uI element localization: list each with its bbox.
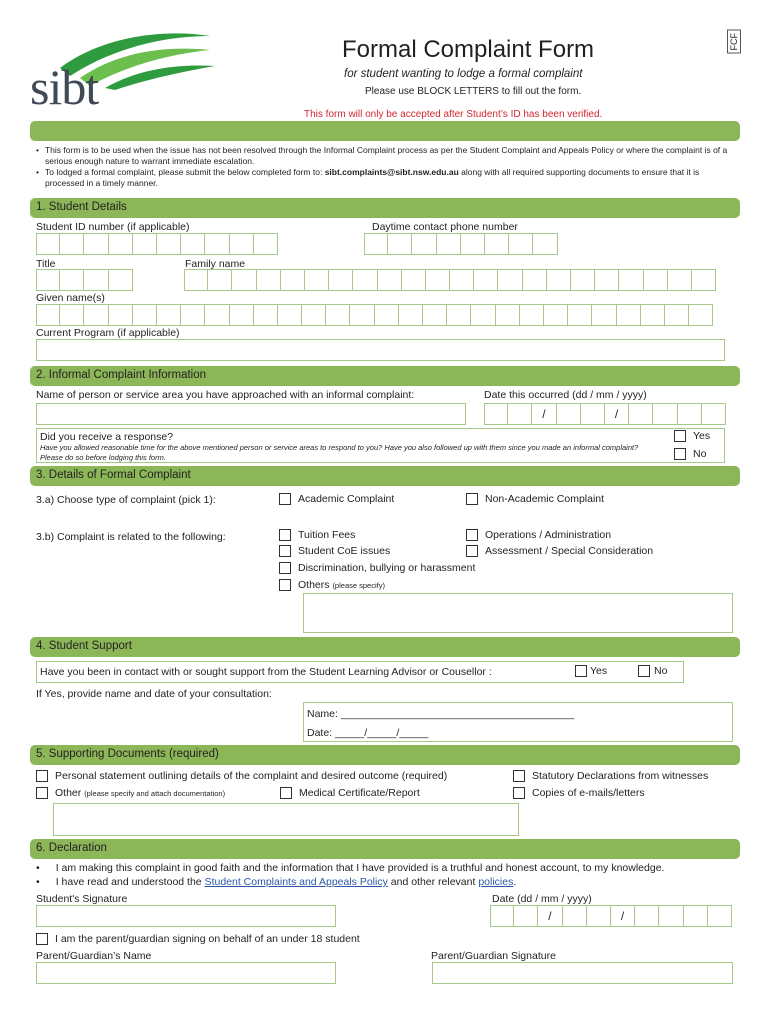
coe-label: Student CoE issues [298, 545, 391, 557]
response-yes-label: Yes [693, 430, 711, 442]
complaint-type-question: 3.a) Choose type of complaint (pick 1): [36, 494, 216, 506]
date-slash: / [611, 905, 635, 927]
phone-label: Daytime contact phone number [372, 221, 518, 233]
other-docs-label: Other [55, 787, 82, 799]
discrimination-label: Discrimination, bullying or harassment [298, 562, 476, 574]
statutory-checkbox[interactable] [513, 770, 525, 782]
block-letters-instruction: Please use BLOCK LETTERS to fill out the form. [365, 86, 582, 97]
guardian-checkbox[interactable] [36, 933, 48, 945]
emails-option[interactable] [513, 787, 645, 799]
assessment-option[interactable] [466, 545, 653, 557]
declaration-bullet-1: • I am making this complaint in good faith and the information that I have provided is a truthful and honest account, to my knowledge. [36, 862, 665, 874]
declaration-text-2c: . [513, 876, 517, 888]
signature-date-cells[interactable] [490, 905, 732, 927]
academic-checkbox[interactable] [279, 493, 291, 505]
consultation-name-line: Name: ________________________________________ [307, 708, 575, 720]
discrimination-checkbox[interactable] [279, 562, 291, 574]
academic-option[interactable] [279, 493, 394, 505]
guardian-signature-label: Parent/Guardian Signature [431, 950, 556, 962]
date-slash: / [605, 403, 629, 425]
operations-label: Operations / Administration [485, 529, 612, 541]
date-slash: / [538, 905, 562, 927]
id-verification-warning: This form will only be accepted after Student’s ID has been verified. [304, 109, 603, 120]
program-label: Current Program (if applicable) [36, 327, 180, 339]
guardian-signature-field[interactable] [432, 962, 733, 984]
intro-bullet-2b: along with all required supporting documents to ensure that it is processed in a timely manner. [44, 167, 700, 188]
section-3-header: 3. Details of Formal Complaint [30, 466, 740, 486]
academic-label: Academic Complaint [298, 493, 395, 505]
intro-bar [30, 121, 740, 141]
program-field[interactable] [36, 339, 725, 361]
declaration-bullet-2: • I have read and understood the Student Complaints and Appeals Policy and other relevant policies. [36, 876, 517, 888]
support-yes-label: Yes [590, 665, 608, 677]
consultation-date-line: Date: _____/_____/_____ [307, 727, 429, 739]
informal-date-cells[interactable] [484, 403, 726, 425]
operations-option[interactable] [466, 529, 611, 541]
support-no[interactable] [638, 665, 667, 677]
intro-bullets: • This form is to be used when the issue has not been resolved through the Informal Complaint process as per the Student Complaint and Appeals Policy or where the complaint is of a serious enough nature to warrant immediate escalation. • To lodged a formal complaint, please submit the below completed form to: sibt.complaints@sibt.nsw.edu.au along with all required supporting documents to ensure that it is processed in a timely manner. [36, 145, 736, 189]
declaration-text-2b: and other relevant [387, 876, 479, 888]
support-question: Have you been in contact with or sought support from the Student Learning Advisor or Cousellor : [40, 666, 492, 678]
informal-date-label: Date this occurred (dd / mm / yyyy) [484, 389, 647, 401]
response-no-checkbox[interactable] [674, 448, 686, 460]
others-label: Others [298, 579, 330, 591]
section-6-header: 6. Declaration [30, 839, 740, 859]
informal-person-field[interactable] [36, 403, 466, 425]
support-no-checkbox[interactable] [638, 665, 650, 677]
non-academic-option[interactable] [466, 493, 604, 505]
family-name-label: Family name [185, 258, 246, 270]
tuition-checkbox[interactable] [279, 529, 291, 541]
personal-statement-checkbox[interactable] [36, 770, 48, 782]
medical-option[interactable] [280, 787, 420, 799]
title-cells[interactable] [36, 269, 133, 291]
declaration-text-1: I am making this complaint in good faith and the information that I have provided is a truthful and honest account, to my knowledge. [55, 862, 665, 874]
others-specify-field[interactable] [303, 593, 733, 633]
support-no-label: No [654, 665, 668, 677]
others-checkbox[interactable] [279, 579, 291, 591]
medical-checkbox[interactable] [280, 787, 292, 799]
guardian-option[interactable] [36, 933, 360, 945]
response-no[interactable] [674, 448, 706, 460]
response-yes[interactable] [674, 430, 710, 442]
statutory-label: Statutory Declarations from witnesses [532, 770, 709, 782]
coe-checkbox[interactable] [279, 545, 291, 557]
personal-statement-option[interactable] [36, 770, 447, 782]
complaints-email[interactable]: sibt.complaints@sibt.nsw.edu.au [324, 167, 459, 177]
informal-person-label: Name of person or service area you have approached with an informal complaint: [36, 389, 415, 401]
coe-option[interactable] [279, 545, 390, 557]
other-docs-field[interactable] [53, 803, 519, 836]
student-signature-field[interactable] [36, 905, 336, 927]
response-note: Have you allowed reasonable time for the above mentioned person or service areas to respond to you? Have you also followed up with them since you made an informal complaint? Please do so before lodging this form. [40, 443, 639, 462]
given-name-label: Given name(s) [36, 292, 105, 304]
section-4-header: 4. Student Support [30, 637, 740, 657]
non-academic-label: Non-Academic Complaint [485, 493, 605, 505]
others-note: (please specify) [332, 581, 385, 590]
phone-cells[interactable] [364, 233, 558, 255]
guardian-label: I am the parent/guardian signing on behalf of an under 18 student [55, 933, 360, 945]
given-name-cells[interactable] [36, 304, 713, 326]
response-no-label: No [693, 448, 707, 460]
form-title: Formal Complaint Form [342, 36, 595, 63]
title-label: Title [36, 258, 56, 270]
guardian-name-field[interactable] [36, 962, 336, 984]
tuition-option[interactable] [279, 529, 355, 541]
operations-checkbox[interactable] [466, 529, 478, 541]
consultation-label: If Yes, provide name and date of your consultation: [36, 688, 272, 700]
others-option[interactable] [279, 579, 385, 591]
medical-label: Medical Certificate/Report [299, 787, 420, 799]
intro-bullet-1: This form is to be used when the issue has not been resolved through the Informal Complaint process as per the Student Complaint and Appeals Policy or where the complaint is of a serious enough nature to warrant immediate escalation. [44, 145, 728, 166]
signature-date-label: Date (dd / mm / yyyy) [492, 893, 592, 905]
related-question: 3.b) Complaint is related to the following: [36, 531, 226, 543]
guardian-name-label: Parent/Guardian’s Name [36, 950, 152, 962]
assessment-checkbox[interactable] [466, 545, 478, 557]
assessment-label: Assessment / Special Consideration [485, 545, 654, 557]
other-docs-option[interactable] [36, 787, 225, 799]
form-code: FCF [727, 30, 741, 54]
response-question: Did you receive a response? [40, 431, 174, 443]
other-docs-note: (please specify and attach documentation) [84, 789, 226, 798]
personal-statement-label: Personal statement outlining details of the complaint and desired outcome (required) [55, 770, 448, 782]
form-subtitle: for student wanting to lodge a formal complaint [344, 68, 583, 80]
non-academic-checkbox[interactable] [466, 493, 478, 505]
student-signature-label: Student's Signature [36, 893, 128, 905]
support-yes[interactable] [575, 665, 607, 677]
intro-bullet-2a: To lodged a formal complaint, please submit the below completed form to: [44, 167, 325, 177]
date-slash: / [532, 403, 556, 425]
discrimination-option[interactable] [279, 562, 475, 574]
sibt-logo-text: sibt [30, 59, 99, 115]
family-name-cells[interactable] [184, 269, 716, 291]
declaration-text-2a: I have read and understood the [55, 876, 205, 888]
complaints-policy-link[interactable]: Student Complaints and Appeals Policy [204, 876, 388, 888]
tuition-label: Tuition Fees [298, 529, 356, 541]
student-id-cells[interactable] [36, 233, 278, 255]
emails-label: Copies of e-mails/letters [532, 787, 645, 799]
support-yes-checkbox[interactable] [575, 665, 587, 677]
other-docs-checkbox[interactable] [36, 787, 48, 799]
student-id-label: Student ID number (if applicable) [36, 221, 190, 233]
section-5-header: 5. Supporting Documents (required) [30, 745, 740, 765]
emails-checkbox[interactable] [513, 787, 525, 799]
section-1-header: 1. Student Details [30, 198, 740, 218]
response-yes-checkbox[interactable] [674, 430, 686, 442]
section-2-header: 2. Informal Complaint Information [30, 366, 740, 386]
policies-link[interactable]: policies [478, 876, 514, 888]
statutory-option[interactable] [513, 770, 708, 782]
